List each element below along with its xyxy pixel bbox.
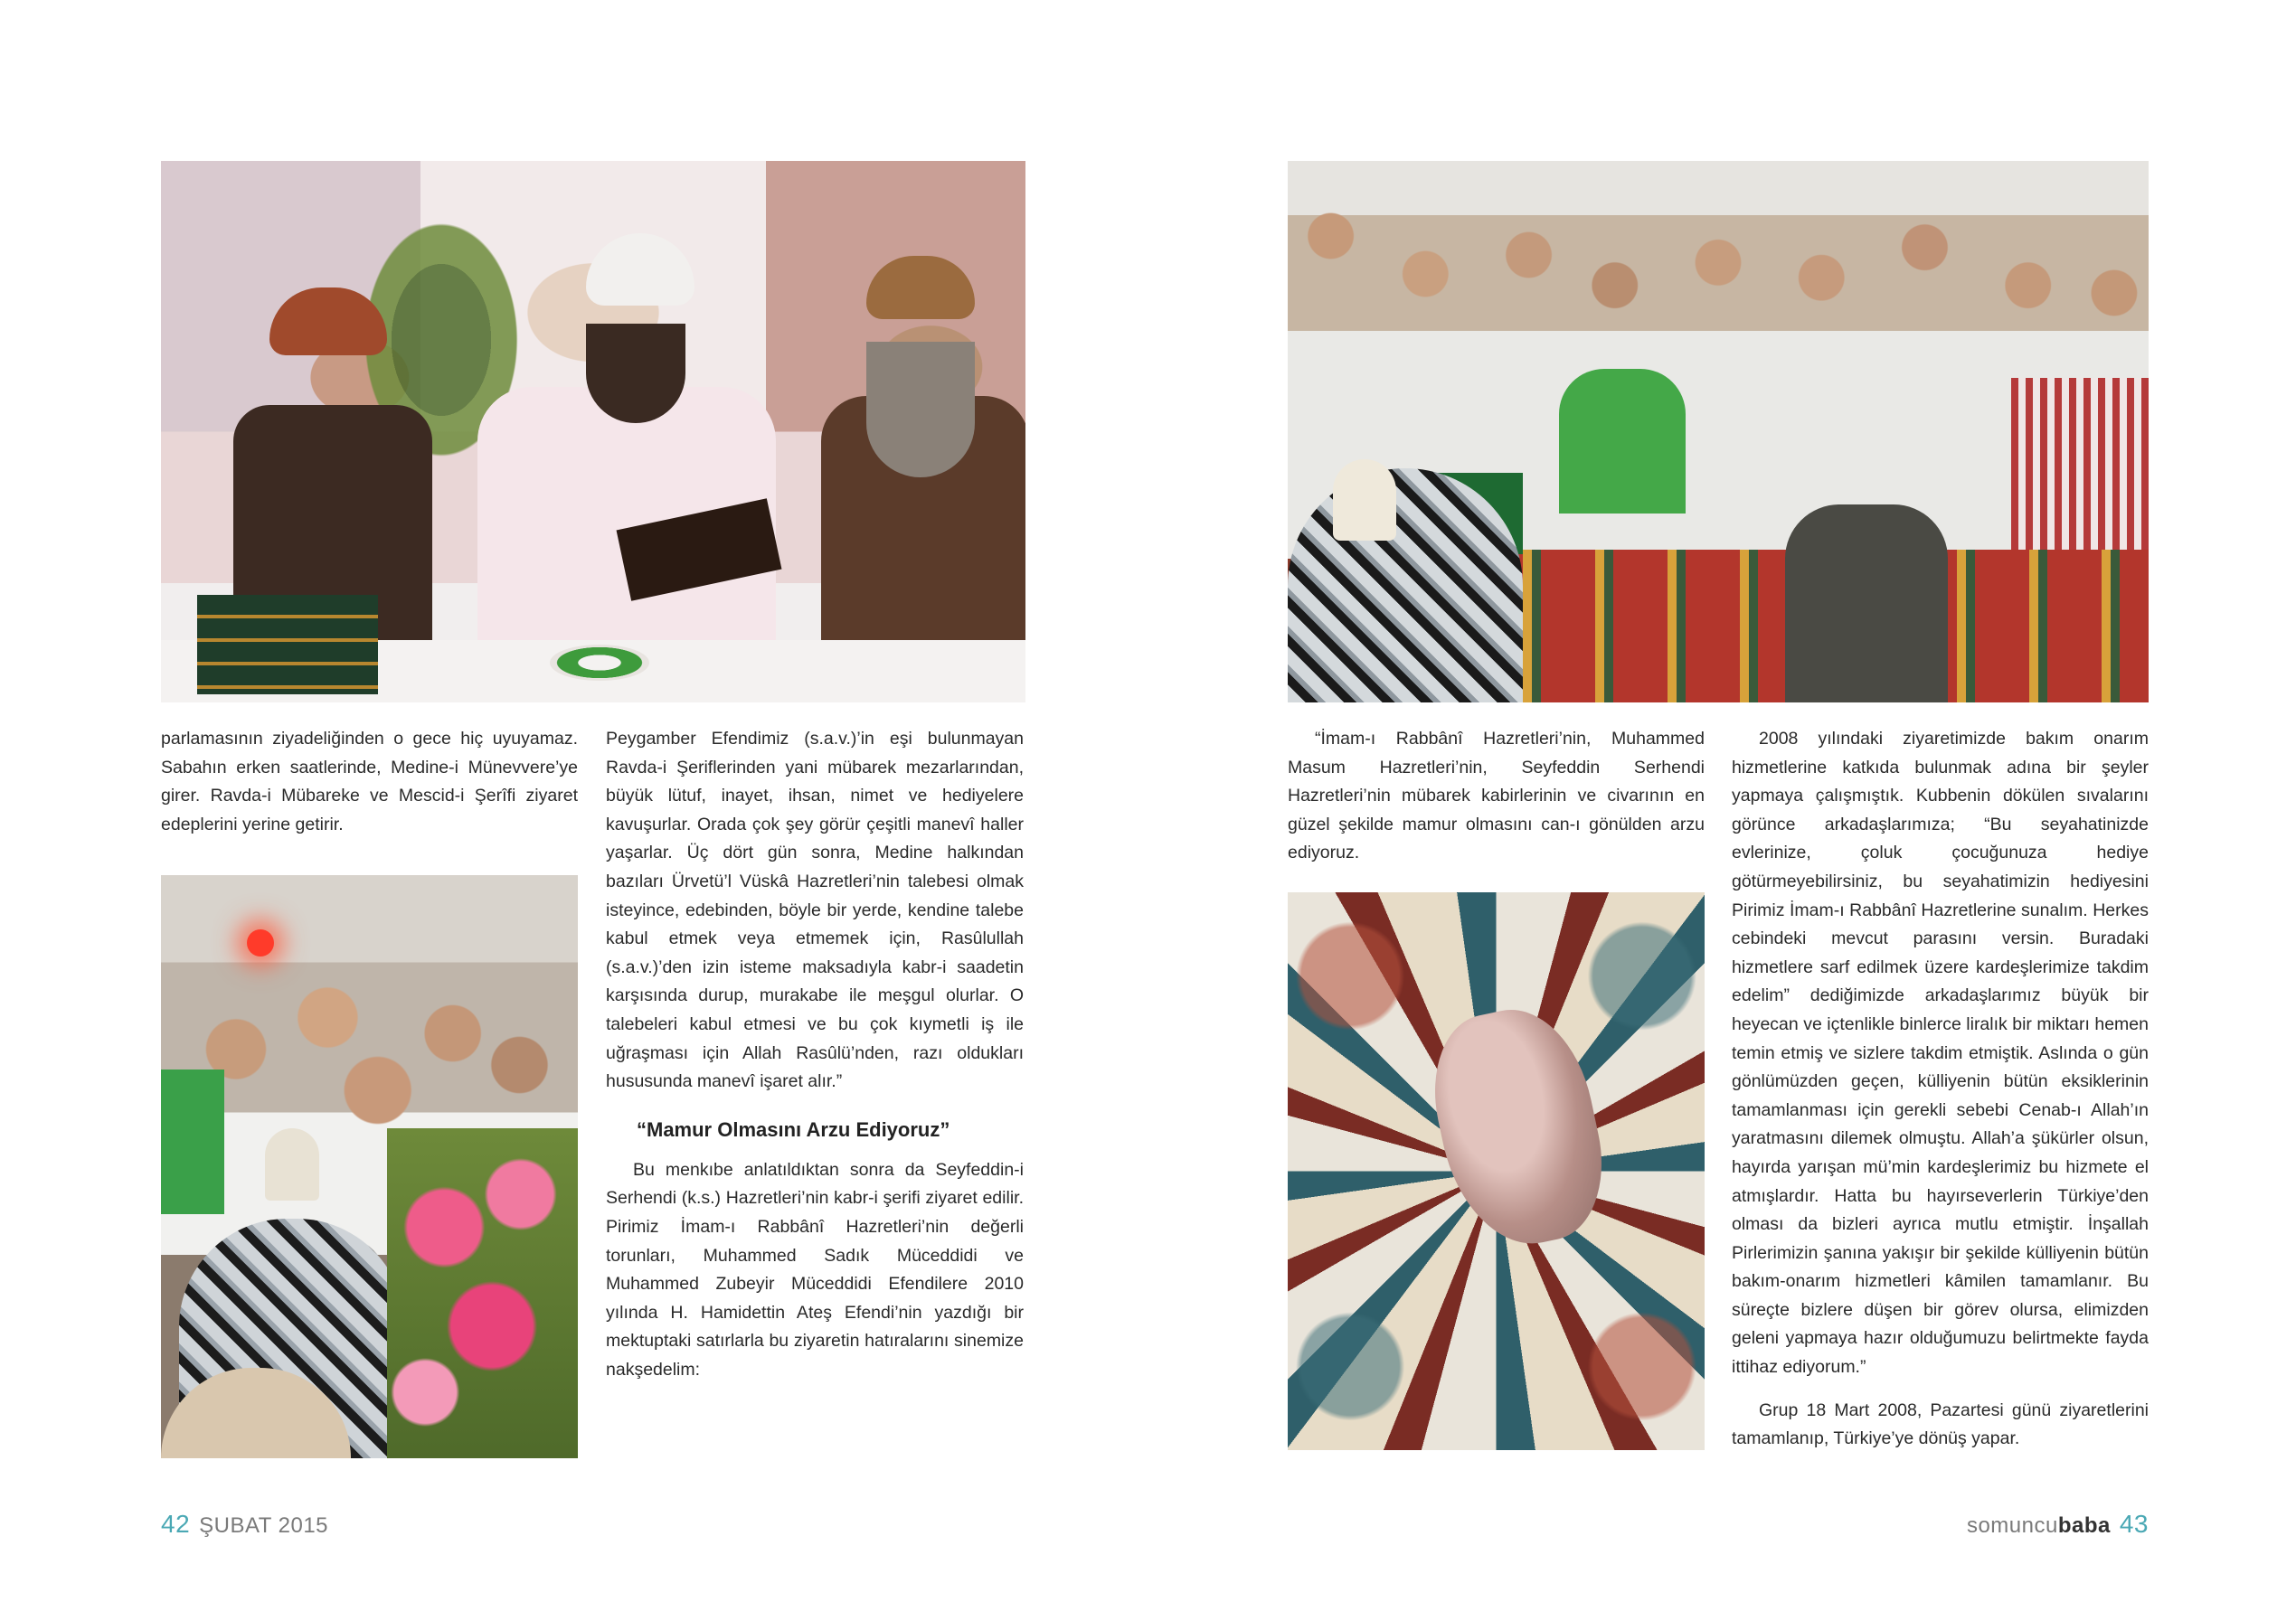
- text-column-2: [606, 725, 1024, 1384]
- text-column-1: [161, 725, 578, 839]
- folio-right: [1967, 1510, 2149, 1539]
- paragraph: 2008 yılındaki ziyaretimizde bakım onarım hizmetlerine katkıda bulunmak adına bir şeyler yapmaya çalışmıştık. Kubbenin dökülen sıvalarını görünce arkadaşlarımıza; “Bu seyahatinizde evlerinize, çoluk çocuğunuza hediye götürmeyebilirsiniz, bu seyahatimizin hediyesini Pirimiz İmam-ı Rabbânî Hazretlerine sunalım. Herkes cebindeki mevcut parasını versin. Buradaki hizmetlere sarf edilmek üzere kardeşlerimize takdim edelim” dediğimizde arkadaşlarımız büyük bir heyecan ve içtenlikle binlerce liralık bir miktarı hemen temin etmiş ve sizlere takdim etmiştik. Aslında o gün gönlümüzden geçen, külliyenin bütün eksiklerinin tamamlanması için gerekli sebebi Cenab-ı Allah’ın yaratmasını dilemek olmuştu. Allah’a şükürler olsun, hayırda yarışan mü’min kardeşlerimiz bu hizmete el atmışlardır. Hatta bu hayırseverlerin Türkiye’den olması da bizleri ayrıca mutlu etmiştir. İnşallah Pirlerimizin şanına yakışır bir şekilde külliyenin bütün bakım-onarım hizmetleri kâmilen tamamlanır. Bu süreçte bizlere düşen bir görev olursa, elimizden geleni yapmaya hazır olduğumuzu belirtmekte fayda ittihaz ediyorum.”: [1732, 729, 2149, 1378]
- paragraph: “İmam-ı Rabbânî Hazretleri’nin, Muhammed Masum Hazretleri’nin, Seyfeddin Serhendi Hazretleri’nin mübarek kabirlerinin ve civarının en güzel şekilde mamur olmasını can-ı gönülden arzu ediyoruz.: [1288, 729, 1705, 863]
- folio-left: [161, 1510, 328, 1539]
- section-heading: “Mamur Olmasını Arzu Ediyoruz”: [637, 1117, 950, 1141]
- paragraph: Peygamber Efendimiz (s.a.v.)’in eşi bulunmayan Ravda-i Şeriflerinden yani mübarek mezarlarından, büyük lütuf, inayet, ihsan, nimet ve hediyelere kavuşurlar. Orada çok şey görür çeşitli manevî haller yaşarlar. Üç dört gün sonra, Medine halkından bazıları Ürvetü’l Vüskâ Hazretleri’nin talebesi olmak isteyince, edebinden, böyle bir yerde, kendine talebe kabul etmek veya etmemek için, Rasûlullah (s.a.v.)’den izin isteme maksadıyla kabr-i saadetin karşısında durup, murakabe ile meşgul olurlar. O talebeleri kabul etmesi ve bu çok kıymetli iş ile uğraşması için Allah Rasûlü’nden, razı oldukları hususunda manevî işaret alır.”: [606, 729, 1024, 1092]
- page-number-right: 43: [2119, 1510, 2149, 1538]
- photo-group-praying: [1288, 161, 2149, 702]
- paragraph: parlamasının ziyadeliğinden o gece hiç uyuyamaz. Sabahın erken saatlerinde, Medine-i Münevvere’ye girer. Ravda-i Mübareke ve Mescid-i Şerîfi ziyaret edeplerini yerine getirir.: [161, 729, 578, 834]
- paragraph: Grup 18 Mart 2008, Pazartesi günü ziyaretlerini tamamlanıp, Türkiye’ye dönüş yapar.: [1732, 1399, 2149, 1449]
- brand-name-part-1: somuncu: [1966, 1513, 2058, 1538]
- text-column-4: [1732, 725, 2149, 1454]
- issue-date: ŞUBAT 2015: [199, 1513, 329, 1538]
- text-column-3: [1288, 725, 1705, 868]
- page-number-left: 42: [161, 1510, 191, 1538]
- paragraph: Bu menkıbe anlatıldıktan sonra da Seyfeddin-i Serhendi (k.s.) Hazretleri’nin kabr-i şerifi ziyaret edilir. Pirimiz İmam-ı Rabbânî Hazretleri’nin değerli torunları, Muhammed Sadık Müceddidi ve Muhammed Zubeyir Müceddidi Efendilere 2010 yılında H. Hamidettin Ateş Efendi’nin yazdığı bir mektuptaki satırlarla bu ziyaretin hatıralarını sinemize nakşedelim:: [606, 1159, 1024, 1380]
- photo-group-at-tomb: [161, 875, 578, 1458]
- photo-men-reading: [161, 161, 1025, 702]
- brand-name-part-2: baba: [2057, 1513, 2111, 1538]
- photo-tile-mosaic: [1288, 892, 1705, 1450]
